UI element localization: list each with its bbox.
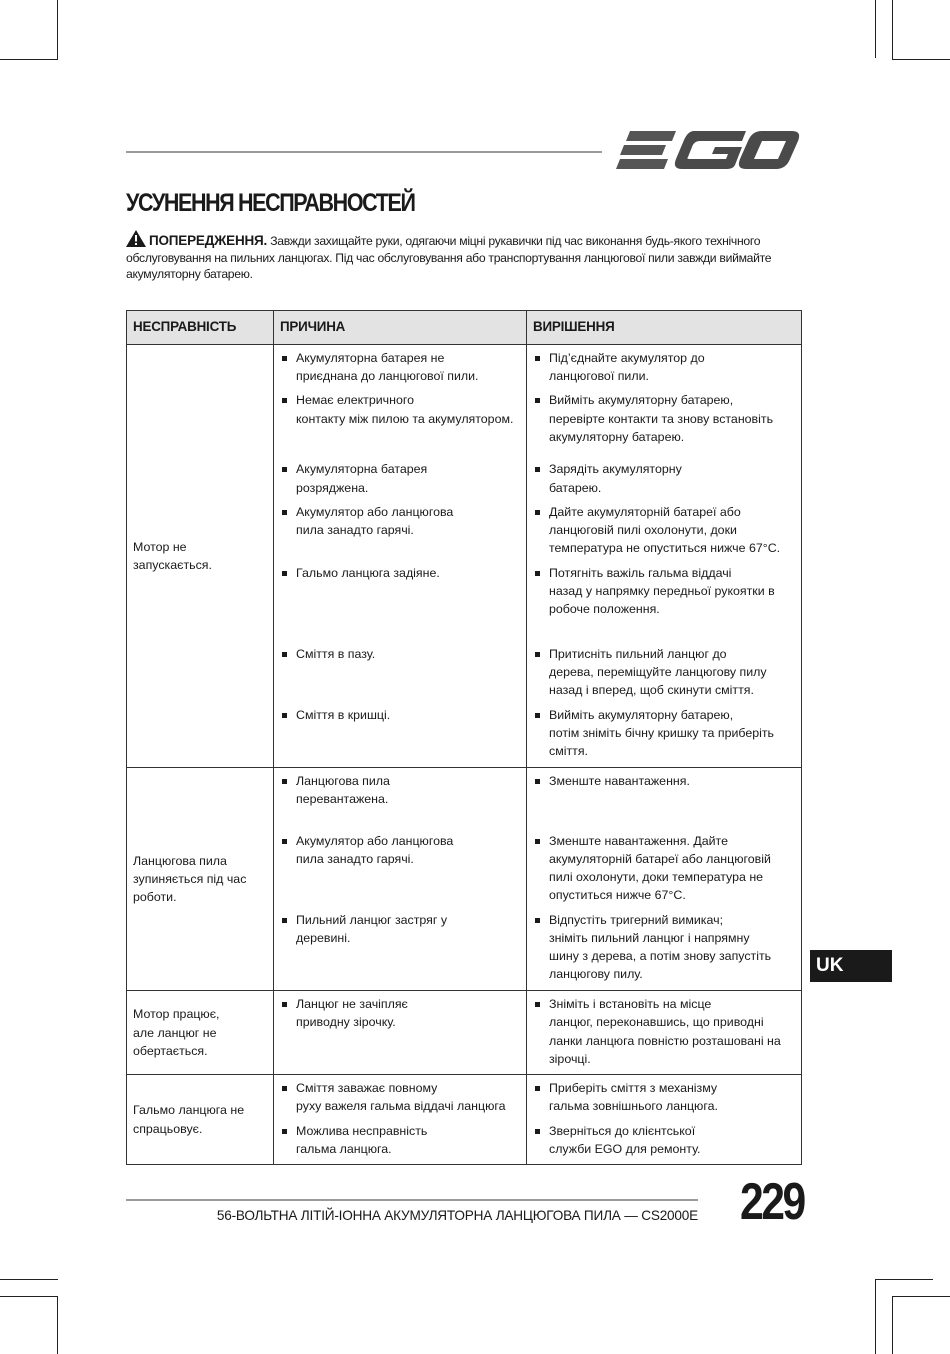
solution-list-item [533,645,797,700]
solution-cell [527,1075,802,1165]
cause-text: Ланцюг не зачіпляє приводну зірочку. [296,997,408,1030]
crop-mark [57,1296,58,1354]
cause-list-item [280,460,522,496]
warning-text: Завжди захищайте руки, одягаючи міцні рукавички під час виконання будь-якого технічного обслуговування на пильних ланцюгах. Під час обслуговування або транспортування ланцюгової пили завжди виймайте акумуляторну батарею. [126,234,772,281]
footer-text: 56-ВОЛЬТНА ЛІТІЙ-ІОННА АКУМУЛЯТОРНА ЛАНЦЮГОВА ПИЛА — CS2000E [216,1208,698,1223]
table-row [127,1075,802,1165]
warning-label: ПОПЕРЕДЖЕННЯ. [149,233,268,248]
table-header-row [127,311,802,345]
page-number: 229 [740,1173,804,1231]
solution-cell [527,345,802,768]
cause-text: Сміття в пазу. [296,646,376,661]
problem-text: Гальмо ланцюга не спрацьовує. [133,1103,245,1136]
crop-mark [875,0,876,58]
solution-text: Вийміть акумуляторну батарею, потім зніміть бічну кришку та приберіть сміття. [549,707,775,759]
ego-logo [616,128,800,172]
solution-list-item [533,706,797,761]
solution-text: Зніміть і встановіть на місце ланцюг, переконавшись, що приводні ланки ланцюга повністю розташовані на зірочці. [549,997,781,1066]
solution-text: Відпустіть тригерний вимикач; зніміть пильний ланцюг і напрямну шину з дерева, а потім знову запустіть ланцюгову пилу. [549,912,772,982]
solution-list-item [533,460,797,496]
solution-text: Вийміть акумуляторну батарею, перевірте контакти та знову встановіть акумуляторну батарею. [549,393,774,444]
crop-mark [892,1296,950,1297]
cause-list-item [280,832,522,905]
crop-mark [892,59,950,60]
cause-list-item [280,995,522,1068]
troubleshooting-table [126,310,802,1165]
cause-text: Пильний ланцюг застряг у деревині. [296,913,448,946]
solution-cell [527,767,802,990]
cause-text: Можлива несправність гальма ланцюга. [296,1123,428,1156]
problem-text: Мотор не запускається. [133,539,212,572]
page-title: УСУНЕННЯ НЕСПРАВНОСТЕЙ [126,189,415,217]
cause-list-item [280,772,522,808]
language-tab: UK [810,950,892,982]
solution-text: Зменште навантаження. [549,773,690,788]
cause-text: Немає електричного контакту між пилою та акумулятором. [296,393,514,426]
solution-list-item [533,911,797,984]
header-solution: ВИРІШЕННЯ [527,311,802,345]
table-row [127,345,802,768]
table-row [127,767,802,990]
crop-mark [892,0,893,60]
cause-cell [274,767,527,990]
cause-list-item [280,503,522,558]
solution-list-item [533,564,797,619]
table-body [127,345,802,1165]
crop-mark [0,1296,58,1297]
solution-text: Під’єднайте акумулятор до ланцюгової пили. [549,351,705,384]
solution-text: Зарядіть акумуляторну батарею. [549,462,682,495]
cause-list-item [280,564,522,619]
solution-list-item [533,1079,797,1115]
header-cause: ПРИЧИНА [274,311,527,345]
cause-text: Сміття заважає повному руху важеля гальма віддачі ланцюга [296,1081,506,1114]
table-row [127,991,802,1075]
solution-list-item [533,772,797,808]
warning-triangle-icon [126,230,146,247]
solution-list-item [533,349,797,385]
cause-list-item [280,349,522,385]
cause-text: Акумуляторна батарея не приєднана до ланцюгової пили. [296,351,479,384]
cause-text: Сміття в кришці. [296,707,391,722]
solution-list-item [533,391,797,446]
cause-cell [274,991,527,1075]
cause-text: Акумулятор або ланцюгова пила занадто гарячі. [296,834,454,867]
crop-mark [875,1279,933,1280]
solution-cell [527,991,802,1075]
problem-cell [127,991,274,1075]
cause-text: Ланцюгова пила перевантажена. [296,773,390,807]
problem-text: Ланцюгова пила зупиняється під час роботи. [133,853,247,905]
cause-list-item [280,911,522,984]
cause-list-item [280,391,522,446]
solution-text: Притисніть пильний ланцюг до дерева, переміщуйте ланцюгову пилу назад і вперед, щоб скинути сміття. [549,646,767,698]
solution-list-item [533,995,797,1068]
warning-block [126,230,808,283]
crop-mark [0,1279,58,1280]
cause-cell [274,345,527,768]
header-problem: НЕСПРАВНІСТЬ [127,311,274,345]
cause-text: Акумуляторна батарея розряджена. [296,462,428,495]
crop-mark [0,59,58,60]
solution-text: Зверніться до клієнтської служби EGO для ремонту. [549,1123,701,1156]
problem-text: Мотор працює, але ланцюг не обертається. [133,1007,220,1058]
crop-mark [875,1279,876,1354]
solution-list-item [533,1122,797,1158]
header-rule [126,151,602,153]
cause-text: Гальмо ланцюга задіяне. [296,565,440,580]
solution-list-item [533,832,797,905]
cause-list-item [280,645,522,700]
cause-list-item [280,706,522,761]
crop-mark [57,0,58,60]
solution-text: Дайте акумуляторній батареї або ланцюговій пилі охолонути, доки температура не опуститься нижче 67°C. [549,504,781,556]
footer-rule [126,1199,698,1201]
cause-list-item [280,1079,522,1115]
problem-cell [127,1075,274,1165]
solution-text: Зменште навантаження. Дайте акумуляторній батареї або ланцюговій пилі охолонути, доки температура не опуститься нижче 67°C. [549,833,771,903]
cause-cell [274,1075,527,1165]
solution-list-item [533,503,797,558]
solution-text: Потягніть важіль гальма віддачі назад у напрямку передньої рукоятки в робоче положення. [549,565,775,617]
problem-cell [127,767,274,990]
crop-mark [892,1296,893,1354]
solution-text: Приберіть сміття з механізму гальма зовнішнього ланцюга. [549,1081,718,1114]
problem-cell [127,345,274,768]
cause-list-item [280,1122,522,1158]
cause-text: Акумулятор або ланцюгова пила занадто гарячі. [296,504,454,538]
